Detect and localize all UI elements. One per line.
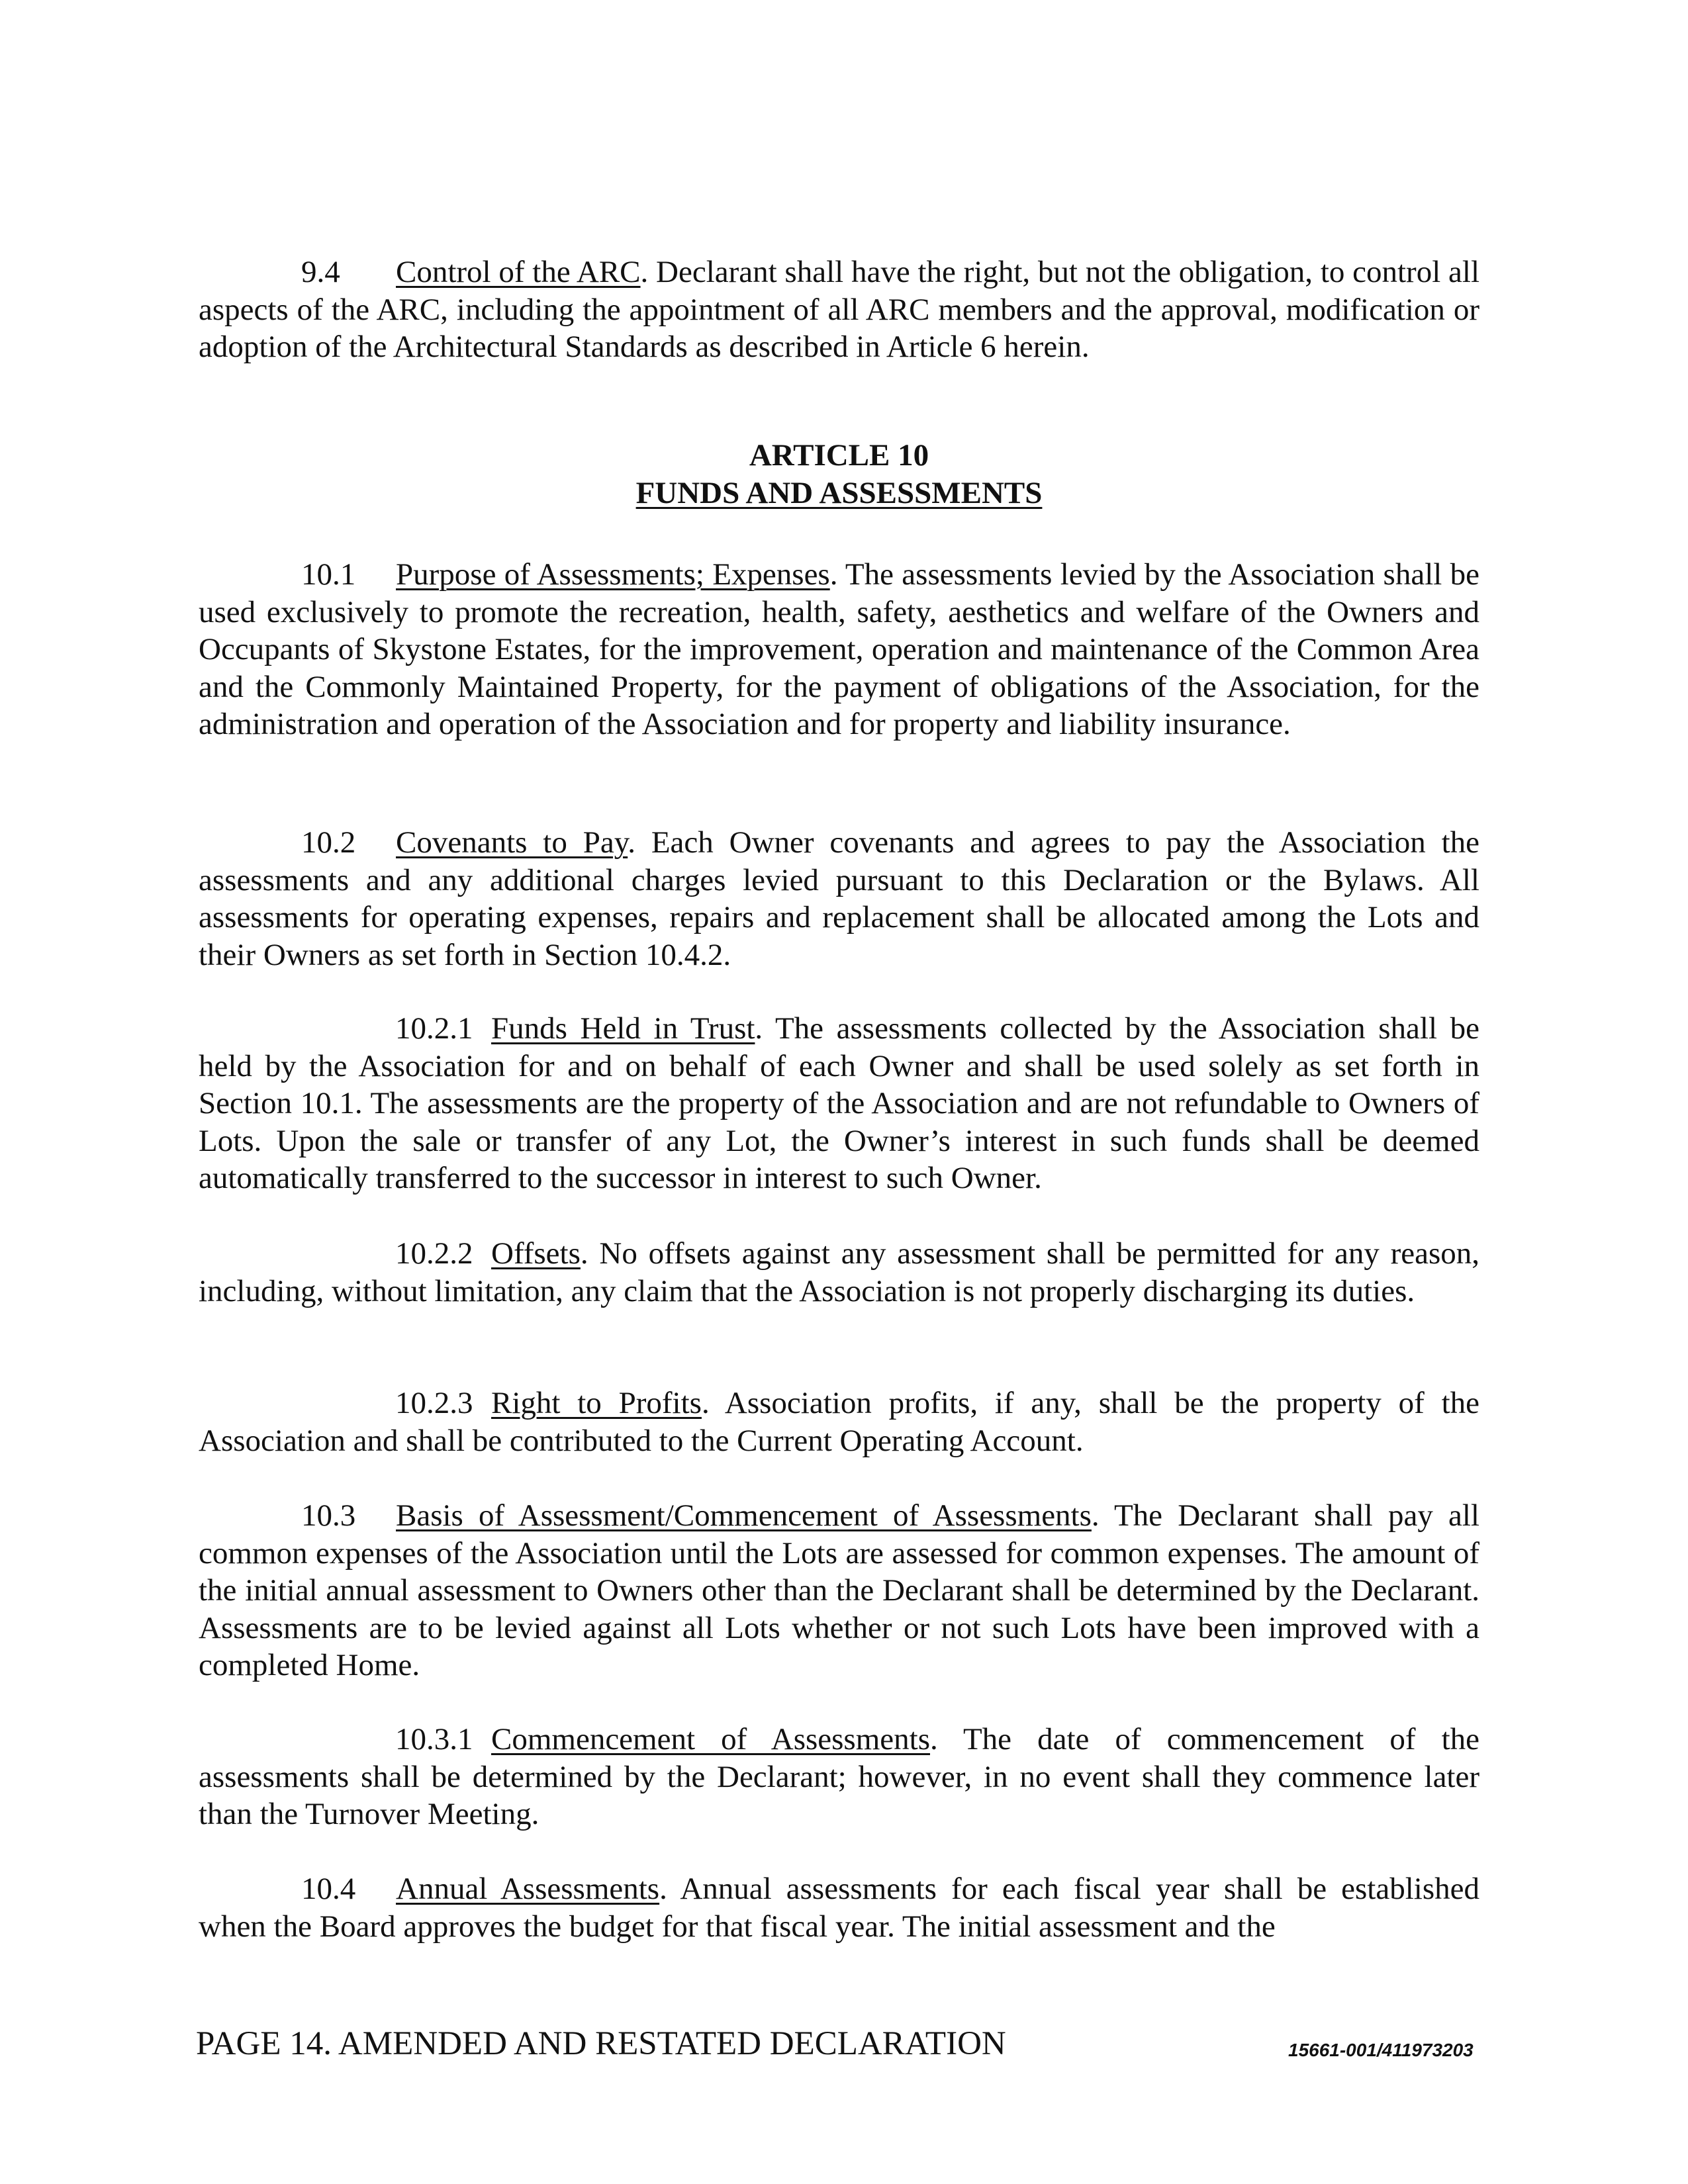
article-title: FUNDS AND ASSESSMENTS — [635, 476, 1043, 510]
section-10-2 — [199, 824, 1479, 974]
section-10-3-1 — [199, 1721, 1479, 1833]
section-heading: Purpose of Assessments; Expenses — [396, 557, 830, 592]
article-number: ARTICLE 10 — [749, 438, 929, 473]
section-text: . The assessments levied by the Association shall be used exclusively to promote the recreation, health, safety, aesthetics and welfare of the Owners and Occupants of Skystone Estates, for the improvement, operation and maintenance of the Common Area and the Commonly Maintained Property, for the payment of obligations of the Association, for the administration and operation of the Association and for property and liability insurance. — [199, 557, 1479, 741]
section-text: . No offsets against any assessment shall be permitted for any reason, including, without limitation, any claim that the Association is not properly discharging its duties. — [199, 1236, 1479, 1308]
section-heading: Offsets — [491, 1236, 581, 1271]
section-text: . Annual assessments for each fiscal year shall be established when the Board approves the budget for that fiscal year. The initial assessment and the — [199, 1872, 1479, 1944]
section-heading: Covenants to Pay — [396, 825, 628, 860]
document-id: 15661-001/411973203 — [1288, 2040, 1474, 2060]
section-number: 10.2.2 — [395, 1236, 473, 1271]
section-heading: Control of the ARC — [396, 255, 641, 289]
section-10-2-3 — [199, 1385, 1479, 1459]
section-9-4 — [199, 253, 1479, 366]
article-heading — [199, 437, 1479, 512]
section-10-1 — [199, 556, 1479, 743]
section-number: 10.2.3 — [395, 1386, 473, 1420]
section-number: 9.4 — [301, 255, 340, 289]
section-text: . Each Owner covenants and agrees to pay the Association the assessments and any additional charges levied pursuant to this Declaration or the Bylaws. All assessments for operating expenses, repairs and replacement shall be allocated among the Lots and their Owners as set forth in Section 10.4.2. — [199, 825, 1479, 972]
section-heading: Right to Profits — [491, 1386, 702, 1420]
section-number: 10.3 — [301, 1498, 356, 1533]
section-number: 10.3.1 — [395, 1722, 473, 1756]
section-text: . The Declarant shall pay all common expenses of the Association until the Lots are assessed for common expenses. The amount of the initial annual assessment to Owners other than the Declarant shall be determined by the Declarant. Assessments are to be levied against all Lots whether or not such Lots have been improved with a completed Home. — [199, 1498, 1479, 1682]
section-text: . The date of commencement of the assessments shall be determined by the Declarant; however, in no event shall they commence later than the Turnover Meeting. — [199, 1722, 1479, 1831]
section-heading: Commencement of Assessments — [491, 1722, 930, 1756]
section-10-3 — [199, 1497, 1479, 1684]
section-number: 10.2 — [301, 825, 356, 860]
section-text: . The assessments collected by the Association shall be held by the Association for and on behalf of each Owner and shall be used solely as set forth in Section 10.1. The assessments are the property of the Association and are not refundable to Owners of Lots. Upon the sale or transfer of any Lot, the Owner’s interest in such funds shall be deemed automatically transferred to the successor in interest to such Owner. — [199, 1011, 1479, 1195]
section-number: 10.1 — [301, 557, 356, 592]
section-number: 10.2.1 — [395, 1011, 473, 1046]
section-10-2-1 — [199, 1010, 1479, 1197]
section-text: . Declarant shall have the right, but not the obligation, to control all aspects of the ARC, including the appointment of all ARC members and the approval, modification or adoption of the Architectural Standards as described in Article 6 herein. — [199, 255, 1479, 364]
section-text: . Association profits, if any, shall be the property of the Association and shall be contributed to the Current Operating Account. — [199, 1386, 1479, 1458]
page-footer-label: PAGE 14. AMENDED AND RESTATED DECLARATION — [196, 2025, 1006, 2062]
section-10-2-2 — [199, 1235, 1479, 1310]
section-10-4 — [199, 1870, 1479, 1945]
section-number: 10.4 — [301, 1872, 356, 1906]
section-heading: Basis of Assessment/Commencement of Assessments — [396, 1498, 1092, 1533]
section-heading: Funds Held in Trust — [491, 1011, 755, 1046]
section-heading: Annual Assessments — [396, 1872, 660, 1906]
